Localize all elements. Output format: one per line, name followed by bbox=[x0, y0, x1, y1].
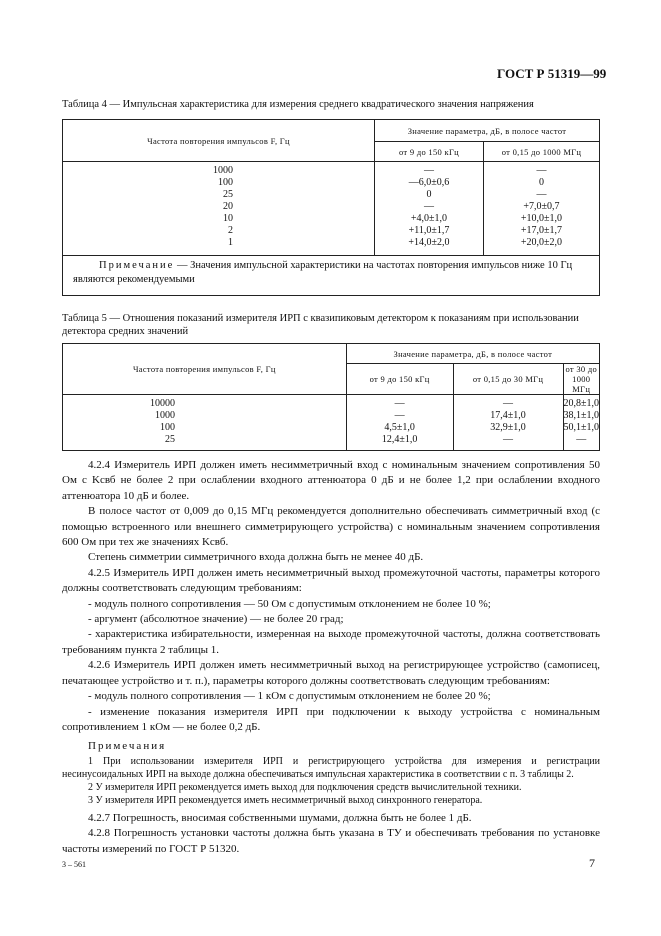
table4-values-row bbox=[63, 162, 600, 256]
body-text bbox=[62, 458, 600, 857]
table5-band3: от 30 до 1000 МГц bbox=[563, 364, 600, 395]
table5-freq: 10000 bbox=[150, 398, 175, 409]
table4-band1-value: — bbox=[424, 201, 434, 212]
table5-band2-value: 32,9±1,0 bbox=[490, 422, 526, 433]
table4-band1-value: 0 bbox=[426, 189, 432, 200]
table4-band2-value: — bbox=[536, 189, 547, 200]
page-number: 7 bbox=[589, 856, 595, 870]
table4-band2-value: +10,0±1,0 bbox=[520, 213, 563, 224]
table5-band1: от 9 до 150 кГц bbox=[346, 364, 453, 395]
table4-freq: 20 bbox=[223, 201, 233, 212]
table5-col-group: Значение параметра, дБ, в полосе частот bbox=[346, 344, 599, 364]
table4-band2-value: +7,0±0,7 bbox=[523, 201, 560, 212]
paragraph-symmetry: Степень симметрии симметричного входа должна быть не менее 40 дБ. bbox=[88, 551, 424, 564]
table5 bbox=[62, 343, 600, 451]
table4-freq: 10 bbox=[223, 213, 233, 224]
table5-values-row bbox=[63, 395, 600, 451]
table5-band2-value: — bbox=[503, 434, 514, 445]
table5-freq: 1000 bbox=[155, 410, 175, 421]
paragraph-4-2-6: 4.2.6 Измеритель ИРП должен иметь несимметричный выход на регистрирующее устройство (самописец, печатающее устройство и т. п.), параметры которого должны соответствовать следующим требованиям: bbox=[62, 659, 600, 687]
table4 bbox=[62, 119, 600, 296]
table5-band2-value: 17,4±1,0 bbox=[490, 410, 526, 421]
list-item: - модуль полного сопротивления — 1 кОм с допустимым отклонением не более 20 %; bbox=[88, 690, 491, 703]
paragraph-balanced-input: В полосе частот от 0,009 до 0,15 МГц рекомендуется дополнительно обеспечивать симметричный вход (с помощью встроенного или внешнего симметрирующего устройства) с номинальным значением сопротивления 600 Ом при тех же значениях Kсвб. bbox=[62, 505, 600, 549]
table4-band1-value: —6,0±0,6 bbox=[408, 177, 450, 188]
table4-freq: 1000 bbox=[213, 165, 233, 176]
table5-band3-value: 20,8±1,0 bbox=[563, 398, 599, 409]
paragraph-4-2-8: 4.2.8 Погрешность установки частоты должна быть указана в ТУ и обеспечивать требования по установке частоты измерений по ГОСТ Р 51320. bbox=[62, 827, 600, 855]
table4-freq: 100 bbox=[218, 177, 233, 188]
print-code: 3 – 561 bbox=[62, 860, 86, 869]
note-item: 3 У измерителя ИРП рекомендуется иметь несимметричный выход синхронного генератора. bbox=[88, 794, 483, 806]
table4-band2: от 0,15 до 1000 МГц bbox=[484, 142, 600, 162]
table4-note-text: — Значения импульсной характеристики на частотах повторения импульсов ниже 10 Гц являются рекомендуемыми bbox=[73, 260, 573, 285]
table5-band2-value: — bbox=[503, 398, 514, 409]
paragraph-4-2-7: 4.2.7 Погрешность, вносимая собственными шумами, должна быть не более 1 дБ. bbox=[88, 811, 472, 824]
table5-band1-value: 4,5±1,0 bbox=[384, 422, 415, 433]
table4-caption: Таблица 4 — Импульсная характеристика для измерения среднего квадратического значения напряжения bbox=[62, 99, 534, 110]
table4-band2-value: +17,0±1,7 bbox=[520, 225, 563, 236]
table5-band1-value: — bbox=[394, 410, 405, 421]
table4-band2-value: — bbox=[536, 165, 547, 176]
paragraph-4-2-4: 4.2.4 Измеритель ИРП должен иметь несимметричный вход с номинальным значением сопротивления 50 Ом с Kсвб не более 2 при ослаблении входного аттенюатора 0 дБ и не более 1,2 при ослаблении входного аттенюатора 10 дБ и более. bbox=[62, 459, 600, 502]
list-item: - изменение показания измерителя ИРП при подключении к выходу устройства с номинальным сопротивлением 1 кОм — не более 0,2 дБ. bbox=[62, 705, 600, 733]
table4-band1-value: — bbox=[424, 165, 434, 176]
table4-freq: 1 bbox=[228, 237, 233, 248]
standard-number: ГОСТ Р 51319—99 bbox=[497, 66, 607, 81]
table4-note-label: Примечание bbox=[99, 260, 175, 271]
list-item: - модуль полного сопротивления — 50 Ом с допустимым отклонением не более 10 %; bbox=[88, 597, 491, 610]
table4-band1-value: +11,0±1,7 bbox=[408, 225, 450, 236]
table5-freq: 100 bbox=[160, 422, 175, 433]
table4-band1-value: +4,0±1,0 bbox=[410, 213, 448, 224]
table4-band1: от 9 до 150 кГц bbox=[375, 142, 484, 162]
table4-band1-value: +14,0±2,0 bbox=[408, 237, 450, 248]
table4-freq: 2 bbox=[228, 225, 233, 236]
table4-freq: 25 bbox=[223, 189, 233, 200]
table5-band1-value: — bbox=[394, 398, 405, 409]
note-item: 1 При использовании измерителя ИРП и регистрирующего устройства для измерения и регистрации несинусоидальных ИРП на выходе должна обеспечиваться импульсная характеристика в соответствии с п. 3 таблицы 2. bbox=[62, 755, 600, 780]
paragraph-4-2-5: 4.2.5 Измеритель ИРП должен иметь несимметричный выход промежуточной частоты, параметры которого должны соответствовать следующим требованиям: bbox=[62, 566, 600, 595]
table5-caption: Таблица 5 — Отношения показаний измерителя ИРП с квазипиковым детектором к показаниям при использовании детектора средних значений bbox=[62, 313, 579, 337]
table5-col-freq: Частота повторения импульсов F, Гц bbox=[63, 344, 347, 395]
notes-title: Примечания bbox=[88, 740, 167, 753]
table4-col-group: Значение параметра, дБ, в полосе частот bbox=[375, 120, 600, 142]
table5-band1-value: 12,4±1,0 bbox=[381, 434, 418, 445]
table5-band3-value: 38,1±1,0 bbox=[563, 410, 599, 421]
list-item: - характеристика избирательности, измеренная на выходе промежуточной частоты, должна соответствовать требованиям пункта 2 таблицы 1. bbox=[62, 628, 600, 656]
list-item: - аргумент (абсолютное значение) — не более 20 град; bbox=[88, 613, 344, 626]
note-item: 2 У измерителя ИРП рекомендуется иметь выход для подключения средств вычислительной техники. bbox=[88, 781, 522, 793]
table4-col-freq: Частота повторения импульсов F, Гц bbox=[63, 120, 375, 162]
table5-band2: от 0,15 до 30 МГц bbox=[453, 364, 563, 395]
table4-band2-value: 0 bbox=[539, 177, 544, 188]
table5-band3-value: — bbox=[576, 434, 587, 445]
table5-band3-value: 50,1±1,0 bbox=[563, 422, 599, 433]
table4-band2-value: +20,0±2,0 bbox=[520, 237, 563, 248]
table5-freq: 25 bbox=[165, 434, 175, 445]
